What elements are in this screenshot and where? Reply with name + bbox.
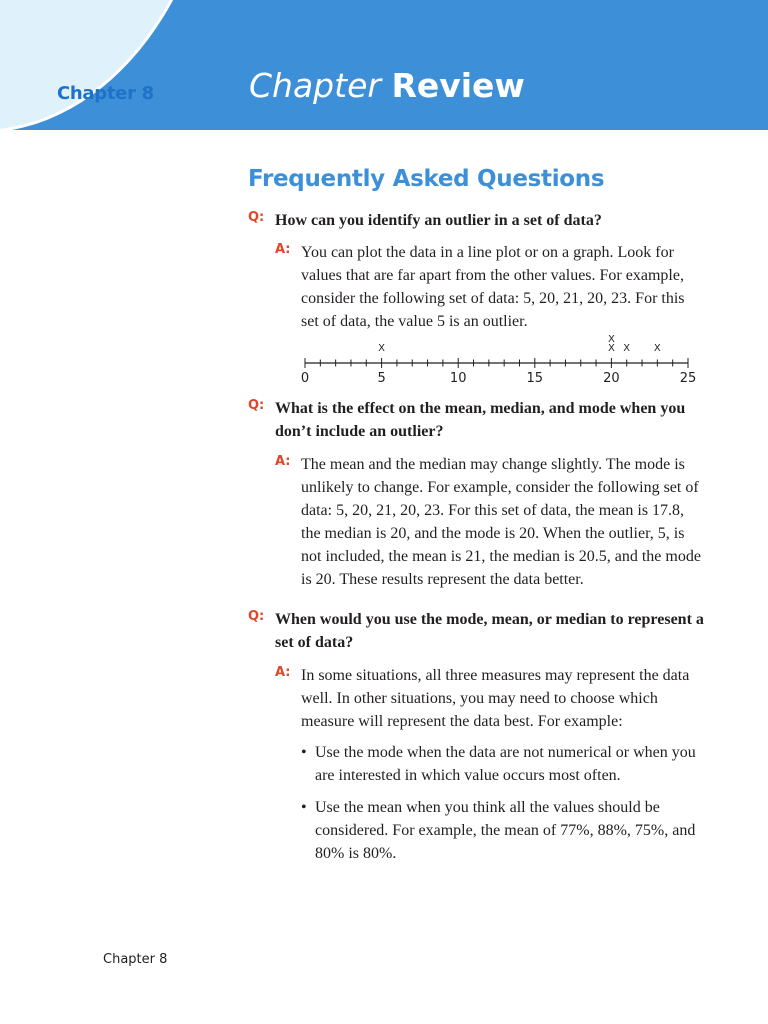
tick-label: 5 [377,371,386,385]
line-plot-marks [378,334,661,354]
bullet-text: Use the mean when you think all the values should be considered. For example, the mean of 77%, 88%, 75%, and 80% is 80%. [315,799,696,862]
question-text: How can you identify an outlier in a set of data? [275,212,602,229]
answer-1 [275,241,705,333]
answer-2 [275,453,705,591]
tick-label: 10 [449,371,467,385]
bullet-dot: • [301,799,307,816]
data-mark: X [378,343,386,354]
answer-text: The mean and the median may change slightly. The mode is unlikely to change. For example, consider the following set of data: 5, 20, 21, 20, 23. For this set of data, the mean is 17.8, the median is 20, and the mode is 20. When the outlier, 5, is not included, the mean is 21, the median is 20.5, and the mode is 20. These results represent the data better. [301,456,701,588]
question-1 [248,209,708,232]
question-3 [248,608,708,654]
answer-label: A: [275,454,291,469]
question-label: Q: [248,210,265,225]
line-plot [300,330,700,385]
tick-label: 20 [603,371,620,385]
answer-label: A: [275,242,291,257]
answer-label: A: [275,665,291,680]
question-label: Q: [248,609,265,624]
question-label: Q: [248,398,265,413]
bullet-item [301,741,701,787]
tick-label: 25 [679,371,697,385]
data-mark: X [607,343,615,354]
bullet-item [301,796,701,865]
data-mark: X [653,343,661,354]
title-bold: Review [391,66,525,105]
page-title [249,66,525,105]
question-text: What is the effect on the mean, median, and mode when you don’t include an outlier? [275,400,686,440]
tick-label: 15 [526,371,544,385]
data-mark: X [607,334,615,345]
answer-text: In some situations, all three measures may represent the data well. In other situations, you may need to choose which measure will represent the data best. For example: [301,667,690,730]
line-plot-tick-labels [301,371,696,385]
page-footer: Chapter 8 [103,952,168,967]
question-2 [248,397,708,443]
answer-3 [275,664,705,733]
bullet-text: Use the mode when the data are not numerical or when you are interested in which value occurs most often. [315,744,696,784]
question-text: When would you use the mode, mean, or median to represent a set of data? [275,611,704,651]
faq-heading: Frequently Asked Questions [248,166,605,192]
title-italic: Chapter [249,66,381,105]
chapter-label: Chapter 8 [57,83,154,104]
tick-label: 0 [300,371,310,385]
answer-text: You can plot the data in a line plot or on a graph. Look for values that are far apart from the other values. For example, consider the following set of data: 5, 20, 21, 20, 23. For this set of data, the value 5 is an outlier. [301,244,685,330]
bullet-dot: • [301,744,307,761]
data-mark: X [623,343,631,354]
